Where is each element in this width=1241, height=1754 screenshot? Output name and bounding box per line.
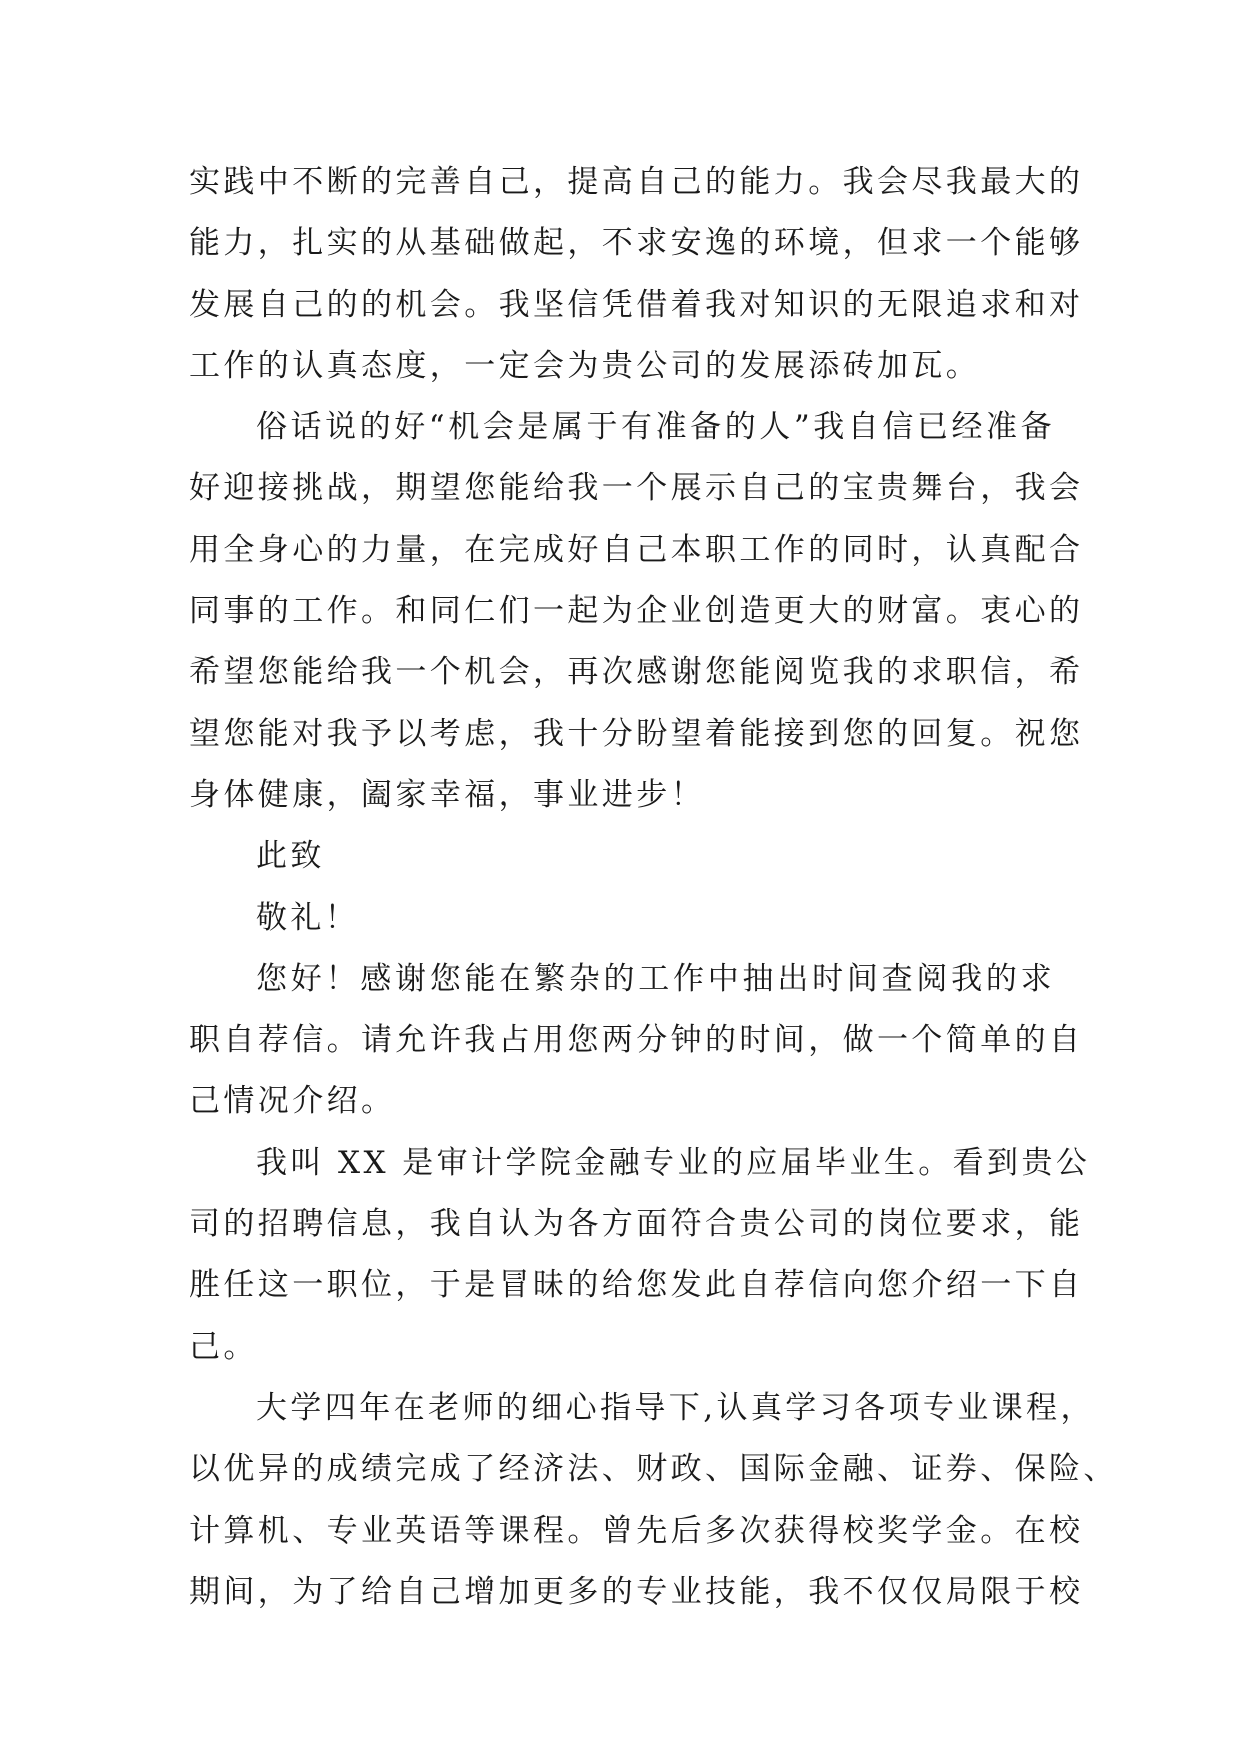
text-line: 能力，扎实的从基础做起，不求安逸的环境，但求一个能够 xyxy=(189,225,1084,262)
text-line: 己情况介绍。 xyxy=(189,1083,396,1120)
text-line: 己。 xyxy=(189,1328,258,1365)
text-line: 此致 xyxy=(256,838,325,875)
document-body xyxy=(189,152,1118,1623)
text-line: 俗话说的好“机会是属于有准备的人”我自信已经准备 xyxy=(256,409,1055,446)
text-line: 职自荐信。请允许我占用您两分钟的时间，做一个简单的自 xyxy=(189,1022,1084,1059)
text-line: 司的招聘信息，我自认为各方面符合贵公司的岗位要求，能 xyxy=(189,1206,1084,1243)
text-line: 敬礼！ xyxy=(256,899,360,936)
text-line: 工作的认真态度，一定会为贵公司的发展添砖加瓦。 xyxy=(189,347,981,384)
text-line: 同事的工作。和同仁们一起为企业创造更大的财富。衷心的 xyxy=(189,593,1084,630)
text-line: 以优异的成绩完成了经济法、财政、国际金融、证券、保险、 xyxy=(189,1451,1118,1488)
text-line: 用全身心的力量，在完成好自己本职工作的同时，认真配合 xyxy=(189,531,1084,568)
text-line: 实践中不断的完善自己，提高自己的能力。我会尽我最大的 xyxy=(189,164,1084,200)
text-line: 身体健康，阖家幸福，事业进步！ xyxy=(189,776,705,813)
text-line: 期间，为了给自己增加更多的专业技能，我不仅仅局限于校 xyxy=(189,1573,1084,1610)
text-line: 我叫 XX 是审计学院金融专业的应届毕业生。看到贵公 xyxy=(256,1144,1091,1181)
text-line: 望您能对我予以考虑，我十分盼望着能接到您的回复。祝您 xyxy=(189,715,1084,752)
text-line: 胜任这一职位，于是冒昧的给您发此自荐信向您介绍一下自 xyxy=(189,1267,1084,1304)
text-line: 希望您能给我一个机会，再次感谢您能阅览我的求职信，希 xyxy=(189,654,1084,691)
text-line: 大学四年在老师的细心指导下,认真学习各项专业课程， xyxy=(256,1389,1095,1426)
text-line: 您好！感谢您能在繁杂的工作中抽出时间查阅我的求 xyxy=(256,960,1055,997)
text-line: 发展自己的的机会。我坚信凭借着我对知识的无限追求和对 xyxy=(189,286,1084,323)
text-line: 好迎接挑战，期望您能给我一个展示自己的宝贵舞台，我会 xyxy=(189,470,1084,507)
text-line: 计算机、专业英语等课程。曾先后多次获得校奖学金。在校 xyxy=(189,1512,1084,1549)
